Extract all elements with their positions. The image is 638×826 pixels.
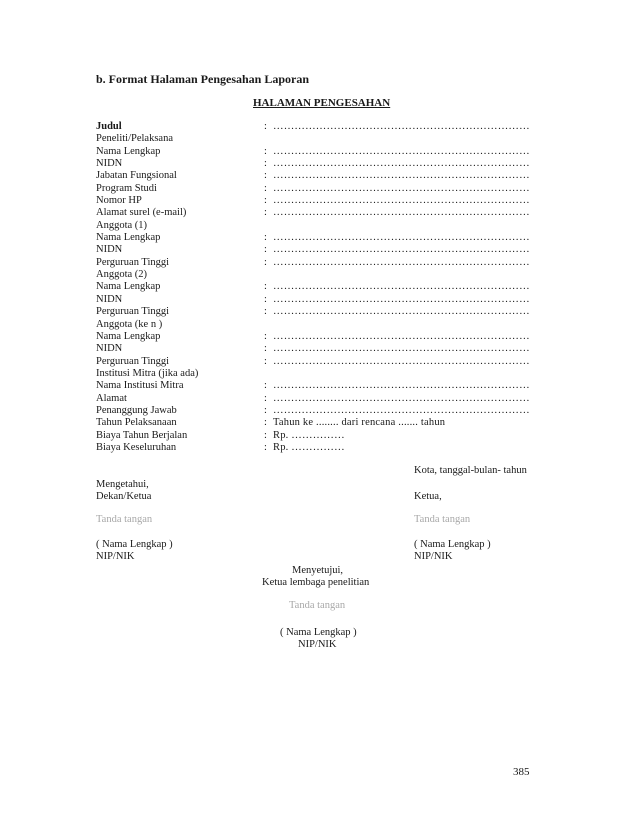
- field-value-blank: ………………………………………………………………: [273, 293, 530, 305]
- form-row: [96, 232, 536, 244]
- center-id: NIP/NIK: [298, 639, 337, 650]
- right-name: ( Nama Lengkap ): [414, 539, 491, 550]
- field-label: Tahun Pelaksanaan: [96, 417, 177, 429]
- form-row: [96, 133, 536, 145]
- form-row: [96, 146, 536, 158]
- field-colon: :: [264, 232, 267, 244]
- field-value-blank: Rp. ……………: [273, 441, 345, 453]
- field-colon: :: [264, 404, 267, 416]
- form-row: [96, 195, 536, 207]
- field-label: Penanggung Jawab: [96, 404, 177, 416]
- left-role: Dekan/Ketua: [96, 491, 152, 502]
- form-row: [96, 170, 536, 182]
- field-colon: :: [264, 195, 267, 207]
- field-label: Alamat: [96, 392, 127, 404]
- field-value-blank: ………………………………………………………………: [273, 355, 530, 367]
- field-value-blank: ………………………………………………………………: [273, 158, 530, 170]
- form-row: [96, 319, 536, 331]
- field-value-blank: ………………………………………………………………: [273, 207, 530, 219]
- field-colon: :: [264, 355, 267, 367]
- form-row: [96, 393, 536, 405]
- field-colon: :: [264, 306, 267, 318]
- field-label: Anggota (ke n ): [96, 318, 163, 330]
- field-label: Perguruan Tinggi: [96, 306, 170, 318]
- field-label: Nama Institusi Mitra: [96, 380, 184, 392]
- center-signature-placeholder: Tanda tangan: [289, 600, 346, 611]
- field-label: Program Studi: [96, 182, 157, 194]
- field-colon: :: [264, 256, 267, 268]
- center-intro: Menyetujui,: [292, 565, 344, 576]
- city-date: Kota, tanggal-bulan- tahun: [414, 465, 527, 476]
- form-row: [96, 294, 536, 306]
- section-heading: b. Format Halaman Pengesahan Laporan: [96, 72, 310, 86]
- field-value-blank: ………………………………………………………………: [273, 182, 530, 194]
- form-row: [96, 442, 536, 454]
- field-value-blank: ………………………………………………………………: [273, 281, 530, 293]
- page-title: HALAMAN PENGESAHAN: [253, 97, 391, 109]
- field-colon: :: [264, 170, 267, 182]
- field-value-blank: ………………………………………………………………: [273, 330, 530, 342]
- field-value-blank: Rp. ……………: [273, 429, 345, 441]
- form-row: [96, 380, 536, 392]
- center-role: Ketua lembaga penelitian: [262, 577, 370, 588]
- field-label: Jabatan Fungsional: [96, 170, 177, 182]
- form-row: [96, 306, 536, 318]
- field-value-blank: ………………………………………………………………: [273, 195, 530, 207]
- field-label: NIDN: [96, 158, 123, 170]
- form-row: [96, 257, 536, 269]
- field-colon: :: [264, 244, 267, 256]
- form-row: [96, 368, 536, 380]
- field-label: Anggota (1): [96, 219, 148, 231]
- field-label: Nama Lengkap: [96, 232, 161, 244]
- field-label: NIDN: [96, 343, 123, 355]
- left-name: ( Nama Lengkap ): [96, 539, 173, 550]
- right-role: Ketua,: [414, 491, 442, 502]
- form-row: [96, 405, 536, 417]
- field-label: Alamat surel (e-mail): [96, 207, 187, 219]
- field-label: Institusi Mitra (jika ada): [96, 367, 199, 379]
- left-signature-placeholder: Tanda tangan: [96, 514, 153, 525]
- form-row: [96, 281, 536, 293]
- field-value-blank: ………………………………………………………………: [273, 343, 530, 355]
- right-id: NIP/NIK: [414, 551, 453, 562]
- form-row: [96, 343, 536, 355]
- left-intro: Mengetahui,: [96, 479, 149, 490]
- form-row: [96, 331, 536, 343]
- field-label: Perguruan Tinggi: [96, 256, 170, 268]
- form-row: [96, 356, 536, 368]
- form-row: [96, 244, 536, 256]
- field-value-blank: ………………………………………………………………: [273, 404, 530, 416]
- field-label: Peneliti/Pelaksana: [96, 133, 173, 145]
- field-colon: :: [264, 380, 267, 392]
- page-number: 385: [513, 766, 530, 778]
- field-colon: :: [264, 121, 267, 132]
- field-value-blank: ………………………………………………………………: [273, 256, 530, 268]
- field-label: Anggota (2): [96, 269, 148, 281]
- field-value-blank: ………………………………………………………………: [273, 392, 530, 404]
- field-label: NIDN: [96, 244, 123, 256]
- form-row: [96, 430, 536, 442]
- field-value-blank: ………………………………………………………………: [273, 306, 530, 318]
- field-value-blank: ………………………………………………………………: [273, 121, 530, 132]
- form-row: [96, 121, 536, 133]
- field-value-blank: ………………………………………………………………: [273, 232, 530, 244]
- field-label: Biaya Keseluruhan: [96, 441, 177, 453]
- field-label: NIDN: [96, 293, 123, 305]
- field-colon: :: [264, 441, 267, 453]
- field-label: Judul: [96, 121, 122, 132]
- field-label: Nama Lengkap: [96, 281, 161, 293]
- field-colon: :: [264, 145, 267, 157]
- field-label: Perguruan Tinggi: [96, 355, 170, 367]
- field-colon: :: [264, 343, 267, 355]
- field-colon: :: [264, 429, 267, 441]
- field-value-blank: ………………………………………………………………: [273, 380, 530, 392]
- form-row: [96, 269, 536, 281]
- form-row: [96, 158, 536, 170]
- field-label: Nama Lengkap: [96, 145, 161, 157]
- field-colon: :: [264, 207, 267, 219]
- field-label: Biaya Tahun Berjalan: [96, 429, 188, 441]
- form-row: [96, 417, 536, 429]
- form-row: [96, 220, 536, 232]
- form-row: [96, 207, 536, 219]
- field-value-blank: ………………………………………………………………: [273, 170, 530, 182]
- field-colon: :: [264, 158, 267, 170]
- field-value-blank: ………………………………………………………………: [273, 145, 530, 157]
- field-colon: :: [264, 330, 267, 342]
- field-colon: :: [264, 293, 267, 305]
- field-colon: :: [264, 182, 267, 194]
- form-fields: [96, 121, 536, 454]
- field-label: Nomor HP: [96, 195, 142, 207]
- left-id: NIP/NIK: [96, 551, 135, 562]
- right-signature-placeholder: Tanda tangan: [414, 514, 471, 525]
- field-colon: :: [264, 281, 267, 293]
- field-colon: :: [264, 417, 267, 429]
- field-value-blank: Tahun ke ........ dari rencana ....... tahun: [273, 417, 446, 429]
- field-value-blank: ………………………………………………………………: [273, 244, 530, 256]
- form-row: [96, 183, 536, 195]
- center-name: ( Nama Lengkap ): [280, 627, 357, 638]
- field-colon: :: [264, 392, 267, 404]
- field-label: Nama Lengkap: [96, 330, 161, 342]
